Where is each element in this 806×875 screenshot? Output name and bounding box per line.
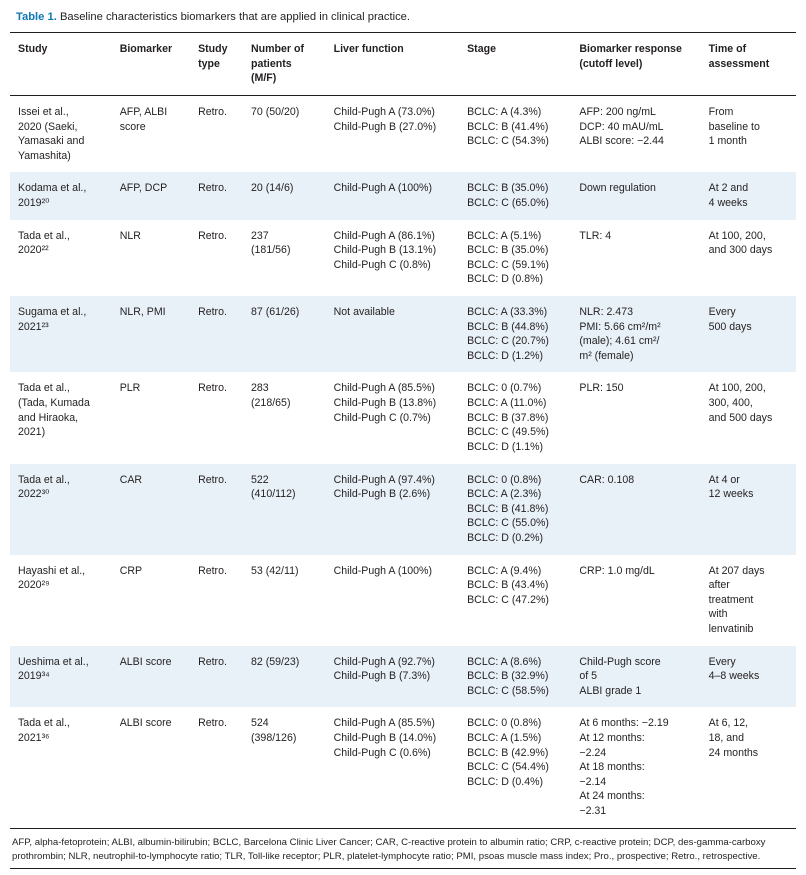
cell-number-of-patients-line: 283	[251, 382, 269, 395]
cell-stage-line: BCLC: C (58.5%)	[467, 684, 549, 697]
cell-stage	[459, 555, 571, 646]
cell-stage-line: BCLC: C (59.1%)	[467, 258, 549, 271]
cell-stage-line: BCLC: 0 (0.8%)	[467, 473, 542, 486]
cell-time-of-assessment	[701, 296, 796, 372]
cell-number-of-patients	[243, 95, 326, 172]
cell-stage	[459, 220, 571, 296]
cell-liver-function-line: Child-Pugh A (97.4%)	[333, 473, 435, 486]
cell-study	[10, 95, 112, 172]
table-row	[10, 464, 796, 555]
cell-number-of-patients-line: 53 (42/11)	[251, 564, 299, 577]
cell-stage-line: BCLC: A (4.3%)	[467, 105, 542, 118]
cell-study-line: (Tada, Kumada	[18, 397, 90, 410]
cell-time-of-assessment-line: baseline to	[708, 120, 760, 133]
cell-study-type-line: Retro.	[198, 229, 227, 242]
cell-study-type-line: Retro.	[198, 473, 227, 486]
cell-biomarker	[112, 707, 190, 828]
table-row	[10, 172, 796, 219]
cell-time-of-assessment	[701, 372, 796, 463]
cell-stage-line: BCLC: C (54.4%)	[467, 761, 549, 774]
cell-liver-function-line: Child-Pugh B (14.0%)	[333, 732, 437, 745]
cell-biomarker	[112, 646, 190, 708]
cell-stage-line: BCLC: A (8.6%)	[467, 655, 542, 668]
cell-biomarker	[112, 95, 190, 172]
cell-study-line: Kodama et al.,	[18, 182, 87, 195]
cell-liver-function	[326, 707, 459, 828]
cell-time-of-assessment-line: 300, 400,	[708, 397, 753, 410]
cell-time-of-assessment-line: At 207 days	[708, 564, 765, 577]
cell-time-of-assessment-line: From	[708, 105, 734, 118]
cell-liver-function-line: Child-Pugh A (73.0%)	[333, 105, 435, 118]
table-row	[10, 95, 796, 172]
cell-liver-function	[326, 296, 459, 372]
cell-liver-function	[326, 464, 459, 555]
cell-study-type-line: Retro.	[198, 655, 227, 668]
cell-time-of-assessment-line: 4–8 weeks	[708, 670, 760, 683]
cell-stage-line: BCLC: B (32.9%)	[467, 670, 549, 683]
cell-biomarker-line: NLR	[119, 229, 141, 242]
cell-study-type-line: Retro.	[198, 105, 227, 118]
cell-liver-function	[326, 555, 459, 646]
cell-liver-function-line: Child-Pugh B (27.0%)	[333, 120, 437, 133]
cell-liver-function-line: Child-Pugh A (85.5%)	[333, 382, 435, 395]
cell-study	[10, 172, 112, 219]
cell-study	[10, 707, 112, 828]
cell-biomarker-line: ALBI score	[119, 717, 172, 730]
cell-study-type-line: Retro.	[198, 182, 227, 195]
table-row	[10, 646, 796, 708]
cell-biomarker-response	[571, 95, 700, 172]
cell-study-line: 2020 (Saeki,	[18, 120, 78, 133]
cell-study-line: Yamasaki and	[18, 135, 85, 148]
cell-biomarker-response-line: m² (female)	[579, 349, 634, 362]
cell-stage-line: BCLC: A (1.5%)	[467, 732, 542, 745]
column-header-study-type: Study type	[190, 33, 243, 96]
cell-liver-function	[326, 220, 459, 296]
cell-liver-function-line: Not available	[333, 306, 395, 319]
cell-biomarker-response	[571, 646, 700, 708]
cell-number-of-patients	[243, 296, 326, 372]
cell-number-of-patients	[243, 172, 326, 219]
cell-stage-line: BCLC: D (0.8%)	[467, 273, 544, 286]
cell-biomarker-response-line: of 5	[579, 670, 598, 683]
cell-biomarker-response	[571, 555, 700, 646]
cell-stage-line: BCLC: C (55.0%)	[467, 517, 549, 530]
cell-study-line: 2019²⁰	[18, 196, 50, 209]
cell-time-of-assessment	[701, 707, 796, 828]
cell-time-of-assessment-line: treatment	[708, 593, 754, 606]
cell-study-type	[190, 220, 243, 296]
cell-liver-function-line: Child-Pugh A (85.5%)	[333, 717, 435, 730]
cell-study-line: 2019³⁴	[18, 670, 50, 683]
cell-biomarker	[112, 296, 190, 372]
cell-number-of-patients	[243, 372, 326, 463]
cell-stage-line: BCLC: C (47.2%)	[467, 593, 549, 606]
table-row	[10, 555, 796, 646]
cell-time-of-assessment	[701, 646, 796, 708]
cell-study-type	[190, 707, 243, 828]
cell-biomarker-response-line: Down regulation	[579, 182, 656, 195]
cell-time-of-assessment-line: At 100, 200,	[708, 382, 766, 395]
cell-stage-line: BCLC: C (54.3%)	[467, 135, 549, 148]
cell-biomarker-response-line: Child-Pugh score	[579, 655, 661, 668]
cell-study-line: Issei et al.,	[18, 105, 69, 118]
cell-number-of-patients	[243, 646, 326, 708]
cell-biomarker	[112, 172, 190, 219]
cell-study-line: Ueshima et al.,	[18, 655, 89, 668]
cell-biomarker-response-line: ALBI grade 1	[579, 684, 642, 697]
cell-study-type	[190, 646, 243, 708]
cell-number-of-patients-line: 522	[251, 473, 269, 486]
column-header-biomarker-response: Biomarker response (cutoff level)	[571, 33, 700, 96]
cell-stage	[459, 646, 571, 708]
cell-time-of-assessment-line: At 100, 200,	[708, 229, 766, 242]
cell-stage-line: BCLC: A (9.4%)	[467, 564, 542, 577]
column-header-stage: Stage	[459, 33, 571, 96]
cell-biomarker-response-line: −2.14	[579, 775, 607, 788]
cell-stage	[459, 372, 571, 463]
cell-stage-line: BCLC: A (2.3%)	[467, 488, 542, 501]
cell-study-type-line: Retro.	[198, 717, 227, 730]
cell-biomarker-response-line: CRP: 1.0 mg/dL	[579, 564, 655, 577]
cell-time-of-assessment	[701, 555, 796, 646]
cell-number-of-patients-line: 237	[251, 229, 269, 242]
cell-number-of-patients-line: (398/126)	[251, 732, 297, 745]
cell-study-type-line: Retro.	[198, 382, 227, 395]
cell-stage-line: BCLC: C (20.7%)	[467, 335, 549, 348]
table-caption	[16, 10, 796, 25]
cell-biomarker-line: PLR	[119, 382, 141, 395]
cell-stage-line: BCLC: D (0.2%)	[467, 531, 544, 544]
cell-study-line: 2021)	[18, 426, 46, 439]
cell-number-of-patients-line: 82 (59/23)	[251, 655, 300, 668]
column-header-number-of-patients: Number of patients (M/F)	[243, 33, 326, 96]
cell-biomarker-response	[571, 172, 700, 219]
cell-biomarker-line: CAR	[119, 473, 143, 486]
cell-number-of-patients-line: (218/65)	[251, 397, 291, 410]
cell-liver-function-line: Child-Pugh A (86.1%)	[333, 229, 435, 242]
table-row	[10, 372, 796, 463]
table-row	[10, 220, 796, 296]
cell-biomarker	[112, 464, 190, 555]
cell-liver-function-line: Child-Pugh A (92.7%)	[333, 655, 435, 668]
cell-stage-line: BCLC: A (5.1%)	[467, 229, 542, 242]
cell-liver-function	[326, 95, 459, 172]
cell-stage-line: BCLC: B (44.8%)	[467, 320, 549, 333]
cell-stage	[459, 707, 571, 828]
cell-time-of-assessment-line: At 4 or	[708, 473, 740, 486]
cell-stage-line: BCLC: C (65.0%)	[467, 196, 549, 209]
table-row	[10, 296, 796, 372]
cell-study-line: and Hiraoka,	[18, 411, 79, 424]
cell-liver-function-line: Child-Pugh C (0.7%)	[333, 411, 431, 424]
cell-study	[10, 646, 112, 708]
table-footnote: AFP, alpha-fetoprotein; ALBI, albumin-bilirubin; BCLC, Barcelona Clinic Liver Cancer; CAR, C-reactive protein to albumin ratio; CRP, c-reactive protein; DCP, des-gamma-carboxy prothrombin; NLR, neutrophil-to-lymphocyte ratio; TLR, Toll-like receptor; PLR, platelet-lymphocyte ratio; PMI, psoas muscle mass index; Pro., prospective; Retro., retrospective.	[10, 829, 796, 869]
cell-stage-line: BCLC: A (11.0%)	[467, 397, 547, 410]
cell-liver-function	[326, 172, 459, 219]
cell-study-line: 2020²⁹	[18, 579, 50, 592]
cell-liver-function-line: Child-Pugh B (7.3%)	[333, 670, 431, 683]
cell-biomarker-response	[571, 372, 700, 463]
cell-study	[10, 296, 112, 372]
cell-time-of-assessment-line: At 6, 12,	[708, 717, 749, 730]
column-header-study: Study	[10, 33, 112, 96]
cell-biomarker-line: NLR, PMI	[119, 306, 166, 319]
cell-liver-function-line: Child-Pugh A (100%)	[333, 182, 432, 195]
cell-biomarker	[112, 555, 190, 646]
cell-number-of-patients-line: 70 (50/20)	[251, 105, 300, 118]
cell-biomarker-response	[571, 464, 700, 555]
cell-time-of-assessment	[701, 220, 796, 296]
table-header-row	[10, 33, 796, 96]
cell-biomarker-response-line: At 12 months:	[579, 732, 645, 745]
cell-biomarker-response	[571, 220, 700, 296]
cell-biomarker-line: AFP, ALBI	[119, 105, 168, 118]
cell-stage-line: BCLC: B (37.8%)	[467, 411, 549, 424]
cell-biomarker-response-line: At 6 months: −2.19	[579, 717, 669, 730]
table-header	[10, 33, 796, 96]
cell-liver-function-line: Child-Pugh B (13.8%)	[333, 397, 437, 410]
cell-biomarker-response-line: −2.24	[579, 746, 607, 759]
cell-number-of-patients-line: 87 (61/26)	[251, 306, 300, 319]
cell-time-of-assessment-line: 4 weeks	[708, 196, 748, 209]
cell-stage-line: BCLC: D (1.1%)	[467, 440, 544, 453]
cell-study-line: 2022³⁰	[18, 488, 50, 501]
cell-study-line: Tada et al.,	[18, 473, 70, 486]
cell-time-of-assessment-line: 1 month	[708, 135, 747, 148]
cell-time-of-assessment-line: At 2 and	[708, 182, 749, 195]
cell-liver-function-line: Child-Pugh B (2.6%)	[333, 488, 431, 501]
cell-stage-line: BCLC: D (0.4%)	[467, 775, 544, 788]
cell-time-of-assessment	[701, 172, 796, 219]
cell-number-of-patients	[243, 707, 326, 828]
table-caption-text: Baseline characteristics biomarkers that are applied in clinical practice.	[59, 11, 411, 23]
cell-stage-line: BCLC: B (35.0%)	[467, 244, 549, 257]
cell-biomarker-response-line: −2.31	[579, 805, 607, 818]
cell-biomarker-line: AFP, DCP	[119, 182, 168, 195]
cell-study	[10, 372, 112, 463]
cell-stage-line: BCLC: D (1.2%)	[467, 349, 544, 362]
cell-biomarker	[112, 220, 190, 296]
cell-biomarker	[112, 372, 190, 463]
cell-biomarker-response-line: At 24 months:	[579, 790, 645, 803]
cell-study-line: Yamashita)	[18, 149, 71, 162]
cell-study-line: Tada et al.,	[18, 229, 70, 242]
cell-number-of-patients-line: (181/56)	[251, 244, 291, 257]
cell-study-type	[190, 95, 243, 172]
cell-time-of-assessment-line: Every	[708, 655, 736, 668]
cell-study-type	[190, 555, 243, 646]
cell-biomarker-response-line: (male); 4.61 cm²/	[579, 335, 660, 348]
cell-biomarker-response-line: DCP: 40 mAU/mL	[579, 120, 664, 133]
cell-study-type	[190, 296, 243, 372]
cell-number-of-patients	[243, 220, 326, 296]
cell-time-of-assessment-line: and 500 days	[708, 411, 773, 424]
cell-liver-function	[326, 646, 459, 708]
cell-time-of-assessment-line: 500 days	[708, 320, 752, 333]
cell-liver-function	[326, 372, 459, 463]
cell-study	[10, 555, 112, 646]
table-row	[10, 707, 796, 828]
cell-stage-line: BCLC: A (33.3%)	[467, 306, 548, 319]
cell-biomarker-response	[571, 707, 700, 828]
cell-liver-function-line: Child-Pugh A (100%)	[333, 564, 432, 577]
biomarker-table	[10, 32, 796, 829]
cell-biomarker-response-line: At 18 months:	[579, 761, 645, 774]
column-header-time-of-assessment: Time of assessment	[701, 33, 796, 96]
cell-stage	[459, 95, 571, 172]
cell-study	[10, 220, 112, 296]
cell-biomarker-line: score	[119, 120, 146, 133]
cell-biomarker-response-line: ALBI score: −2.44	[579, 135, 664, 148]
cell-number-of-patients-line: 524	[251, 717, 269, 730]
cell-number-of-patients	[243, 555, 326, 646]
cell-stage-line: BCLC: B (43.4%)	[467, 579, 549, 592]
cell-biomarker-response-line: TLR: 4	[579, 229, 612, 242]
cell-stage-line: BCLC: C (49.5%)	[467, 426, 549, 439]
cell-time-of-assessment-line: lenvatinib	[708, 623, 754, 635]
cell-biomarker-response-line: CAR: 0.108	[579, 473, 635, 486]
cell-stage	[459, 464, 571, 555]
cell-stage-line: BCLC: 0 (0.8%)	[467, 717, 542, 730]
cell-study-line: 2021²³	[18, 320, 49, 333]
cell-study	[10, 464, 112, 555]
cell-time-of-assessment-line: 18, and	[708, 732, 744, 745]
cell-liver-function-line: Child-Pugh B (13.1%)	[333, 244, 437, 257]
cell-biomarker-response-line: PMI: 5.66 cm²/m²	[579, 320, 661, 333]
cell-study-line: Tada et al.,	[18, 382, 70, 395]
cell-biomarker-response-line: AFP: 200 ng/mL	[579, 105, 656, 118]
cell-liver-function-line: Child-Pugh C (0.6%)	[333, 746, 431, 759]
cell-time-of-assessment-line: Every	[708, 306, 736, 319]
cell-number-of-patients	[243, 464, 326, 555]
cell-time-of-assessment	[701, 95, 796, 172]
cell-time-of-assessment-line: 12 weeks	[708, 488, 754, 501]
cell-biomarker-response	[571, 296, 700, 372]
column-header-biomarker: Biomarker	[112, 33, 190, 96]
cell-stage	[459, 172, 571, 219]
cell-study-type	[190, 464, 243, 555]
table-body	[10, 95, 796, 828]
cell-time-of-assessment	[701, 464, 796, 555]
cell-biomarker-line: CRP	[119, 564, 143, 577]
cell-study-line: Sugama et al.,	[18, 306, 87, 319]
table-caption-label: Table 1.	[16, 11, 57, 23]
cell-time-of-assessment-line: and 300 days	[708, 244, 773, 257]
cell-stage	[459, 296, 571, 372]
cell-study-line: Hayashi et al.,	[18, 564, 86, 577]
cell-stage-line: BCLC: B (42.9%)	[467, 746, 549, 759]
cell-biomarker-response-line: PLR: 150	[579, 382, 624, 395]
cell-stage-line: BCLC: B (41.8%)	[467, 502, 549, 515]
cell-stage-line: BCLC: 0 (0.7%)	[467, 382, 542, 395]
cell-study-line: 2020²²	[18, 244, 49, 257]
cell-time-of-assessment-line: 24 months	[708, 746, 759, 759]
cell-stage-line: BCLC: B (41.4%)	[467, 120, 549, 133]
cell-study-type-line: Retro.	[198, 306, 227, 319]
cell-biomarker-response-line: NLR: 2.473	[579, 306, 633, 319]
cell-number-of-patients-line: (410/112)	[251, 488, 296, 501]
cell-study-type-line: Retro.	[198, 564, 227, 577]
column-header-liver-function: Liver function	[326, 33, 459, 96]
cell-study-line: 2021³⁶	[18, 732, 50, 745]
cell-stage-line: BCLC: B (35.0%)	[467, 182, 549, 195]
cell-time-of-assessment-line: with	[708, 608, 728, 621]
cell-biomarker-line: ALBI score	[119, 655, 172, 668]
cell-number-of-patients-line: 20 (14/6)	[251, 182, 294, 195]
cell-liver-function-line: Child-Pugh C (0.8%)	[333, 258, 431, 271]
cell-study-line: Tada et al.,	[18, 717, 70, 730]
cell-study-type	[190, 172, 243, 219]
cell-study-type	[190, 372, 243, 463]
cell-time-of-assessment-line: after	[708, 579, 730, 592]
